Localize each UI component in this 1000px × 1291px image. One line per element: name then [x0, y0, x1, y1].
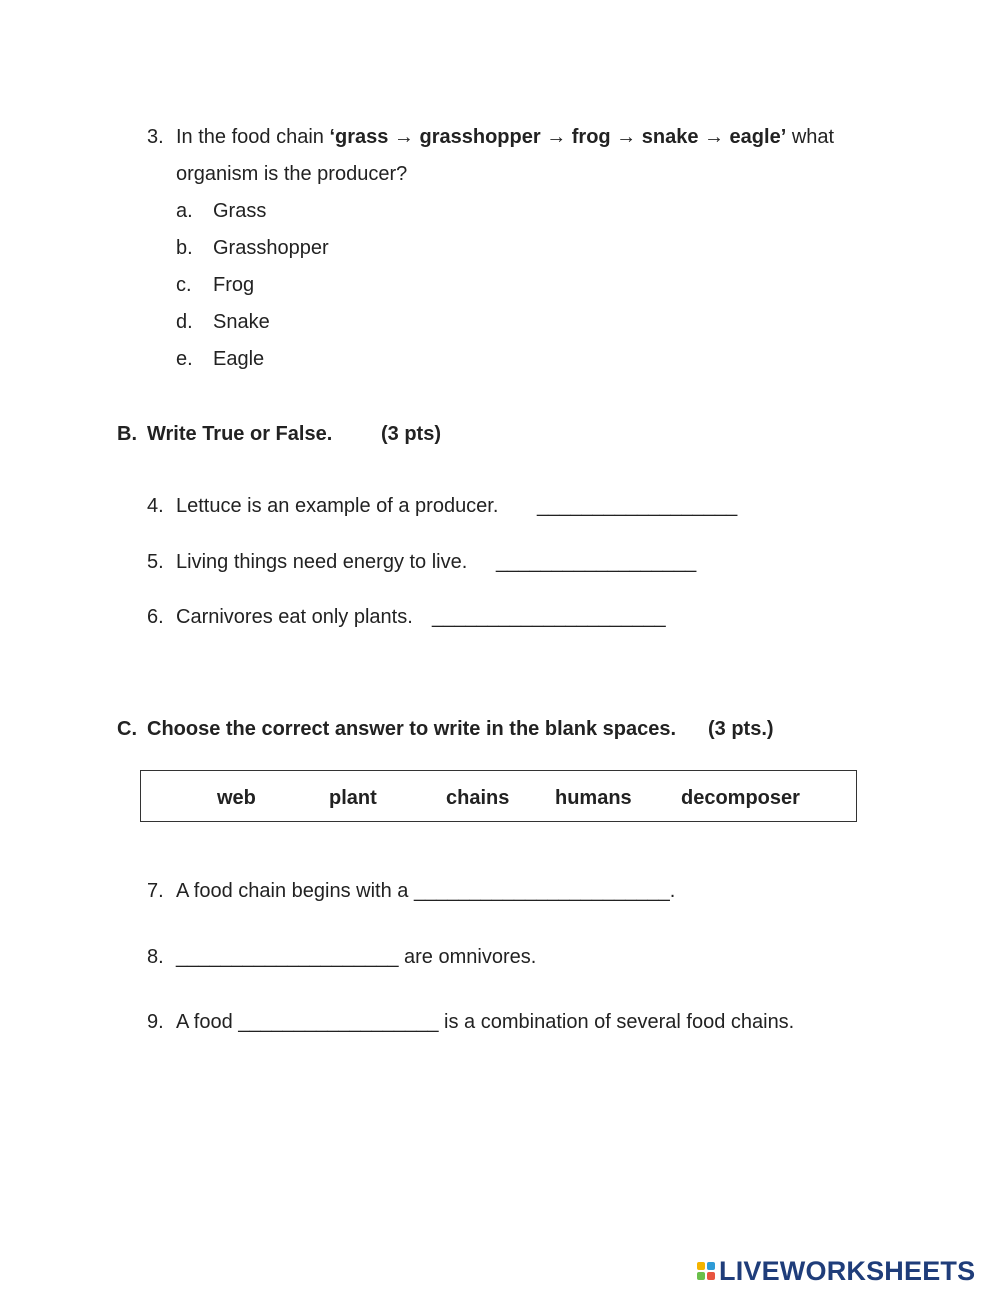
section-b-letter: B. [117, 423, 137, 445]
question-suffix: what [786, 126, 835, 148]
word-bank-item: web [217, 787, 256, 809]
option-letter: b. [176, 237, 193, 259]
question-number: 9. [147, 1011, 164, 1033]
question-number: 4. [147, 495, 164, 517]
food-chain-text: ‘grass → grasshopper → frog → snake → eagle’ [329, 126, 787, 148]
fill-in-sentence[interactable]: A food __________________ is a combination of several food chains. [176, 1011, 795, 1033]
answer-blank[interactable]: __________________ [537, 495, 738, 517]
option-snake[interactable]: Snake [213, 311, 270, 333]
section-c-letter: C. [117, 718, 137, 740]
fill-in-sentence[interactable]: ____________________ are omnivores. [176, 946, 537, 968]
option-letter: c. [176, 274, 192, 296]
section-c-title: Choose the correct answer to write in the blank spaces. [147, 718, 677, 740]
option-frog[interactable]: Frog [213, 274, 255, 296]
question-prefix: In the food chain [176, 126, 330, 148]
question-text-line2: organism is the producer? [176, 163, 408, 185]
fill-in-sentence[interactable]: A food chain begins with a _______________________. [176, 880, 676, 902]
option-grasshopper[interactable]: Grasshopper [213, 237, 329, 259]
question-number: 8. [147, 946, 164, 968]
answer-blank[interactable]: _____________________ [432, 606, 666, 628]
option-eagle[interactable]: Eagle [213, 348, 265, 370]
logo-mark-icon [697, 1262, 715, 1280]
word-bank-item: humans [555, 787, 632, 809]
question-text [176, 126, 834, 149]
word-bank [140, 770, 857, 822]
word-bank-item: decomposer [681, 787, 800, 809]
liveworksheets-logo [697, 1256, 975, 1286]
section-b-title: Write True or False. [147, 423, 333, 445]
question-number: 7. [147, 880, 164, 902]
answer-blank[interactable]: __________________ [496, 551, 697, 573]
tf-statement: Carnivores eat only plants. [176, 606, 413, 628]
word-bank-item: chains [446, 787, 510, 809]
option-grass[interactable]: Grass [213, 200, 267, 222]
option-letter: e. [176, 348, 193, 370]
logo-text: LIVEWORKSHEETS [719, 1255, 976, 1286]
option-letter: a. [176, 200, 193, 222]
question-number: 5. [147, 551, 164, 573]
tf-statement: Lettuce is an example of a producer. [176, 495, 499, 517]
option-letter: d. [176, 311, 193, 333]
word-bank-item: plant [329, 787, 377, 809]
section-c-points: (3 pts.) [708, 718, 774, 740]
tf-statement: Living things need energy to live. [176, 551, 468, 573]
section-b-points: (3 pts) [381, 423, 441, 445]
question-number: 3. [147, 126, 164, 148]
question-number: 6. [147, 606, 164, 628]
